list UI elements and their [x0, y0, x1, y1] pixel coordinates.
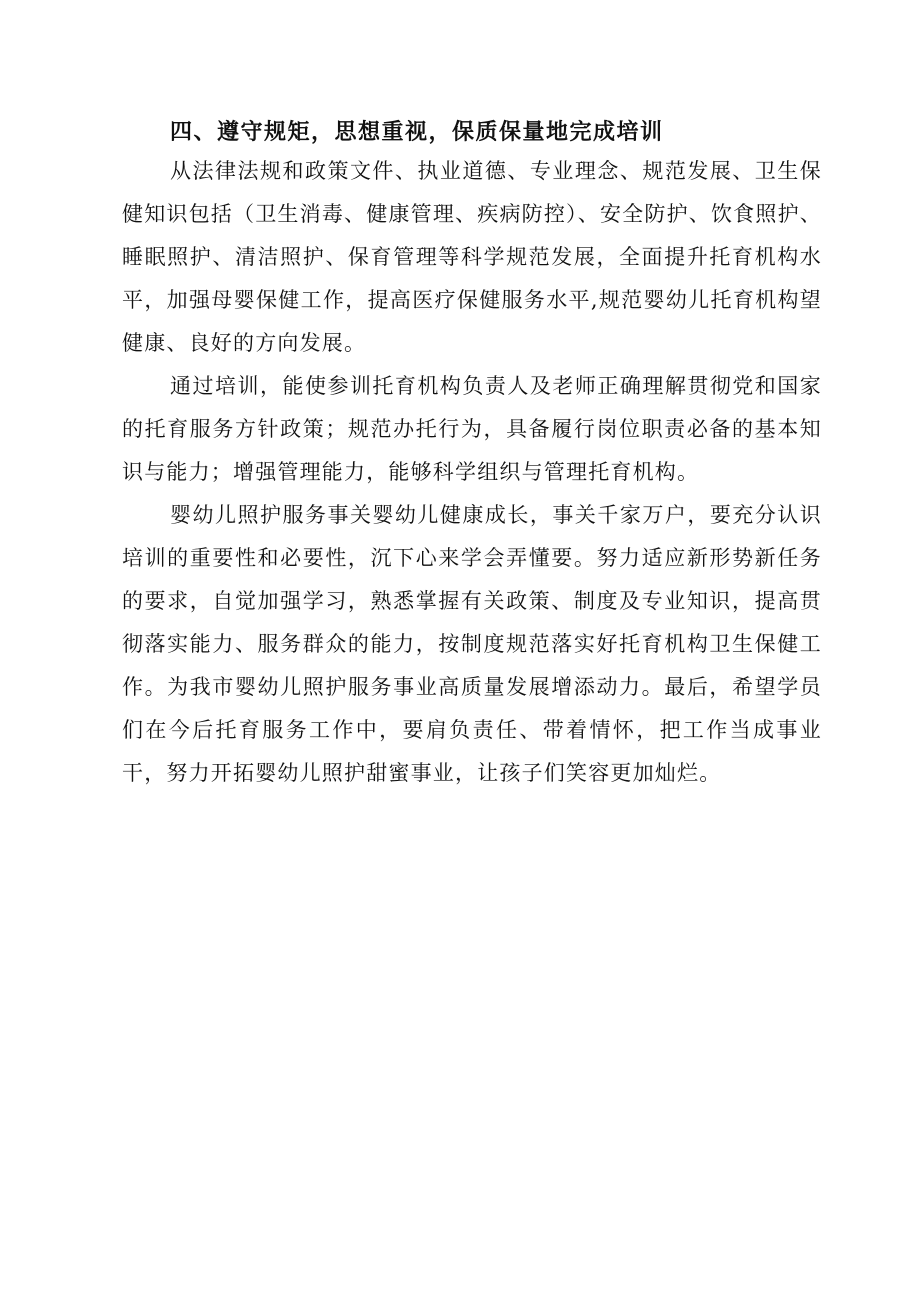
paragraph-1: 从法律法规和政策文件、执业道德、专业理念、规范发展、卫生保健知识包括（卫生消毒、健康管理、疾病防控）、安全防护、饮食照护、睡眠照护、清洁照护、保育管理等科学规范发展，全面提升托育机构水平，加强母婴保健工作，提高医疗保健服务水平,规范婴幼儿托育机构望健康、良好的方向发展。: [122, 159, 822, 355]
document-body: [122, 114, 822, 795]
paragraph-2: 通过培训，能使参训托育机构负责人及老师正确理解贯彻党和国家的托育服务方针政策；规范办托行为，具备履行岗位职责必备的基本知识与能力；增强管理能力，能够科学组织与管理托育机构。: [122, 374, 822, 484]
paragraph-3: 婴幼儿照护服务事关婴幼儿健康成长，事关千家万户，要充分认识培训的重要性和必要性，沉下心来学会弄懂要。努力适应新形势新任务的要求，自觉加强学习，熟悉掌握有关政策、制度及专业知识，提高贯彻落实能力、服务群众的能力，按制度规范落实好托育机构卫生保健工作。为我市婴幼儿照护服务事业高质量发展增添动力。最后，希望学员们在今后托育服务工作中，要肩负责任、带着情怀，把工作当成事业干，努力开拓婴幼儿照护甜蜜事业，让孩子们笑容更加灿烂。: [122, 503, 822, 785]
section-heading: 四、遵守规矩，思想重视，保质保量地完成培训: [170, 119, 664, 145]
